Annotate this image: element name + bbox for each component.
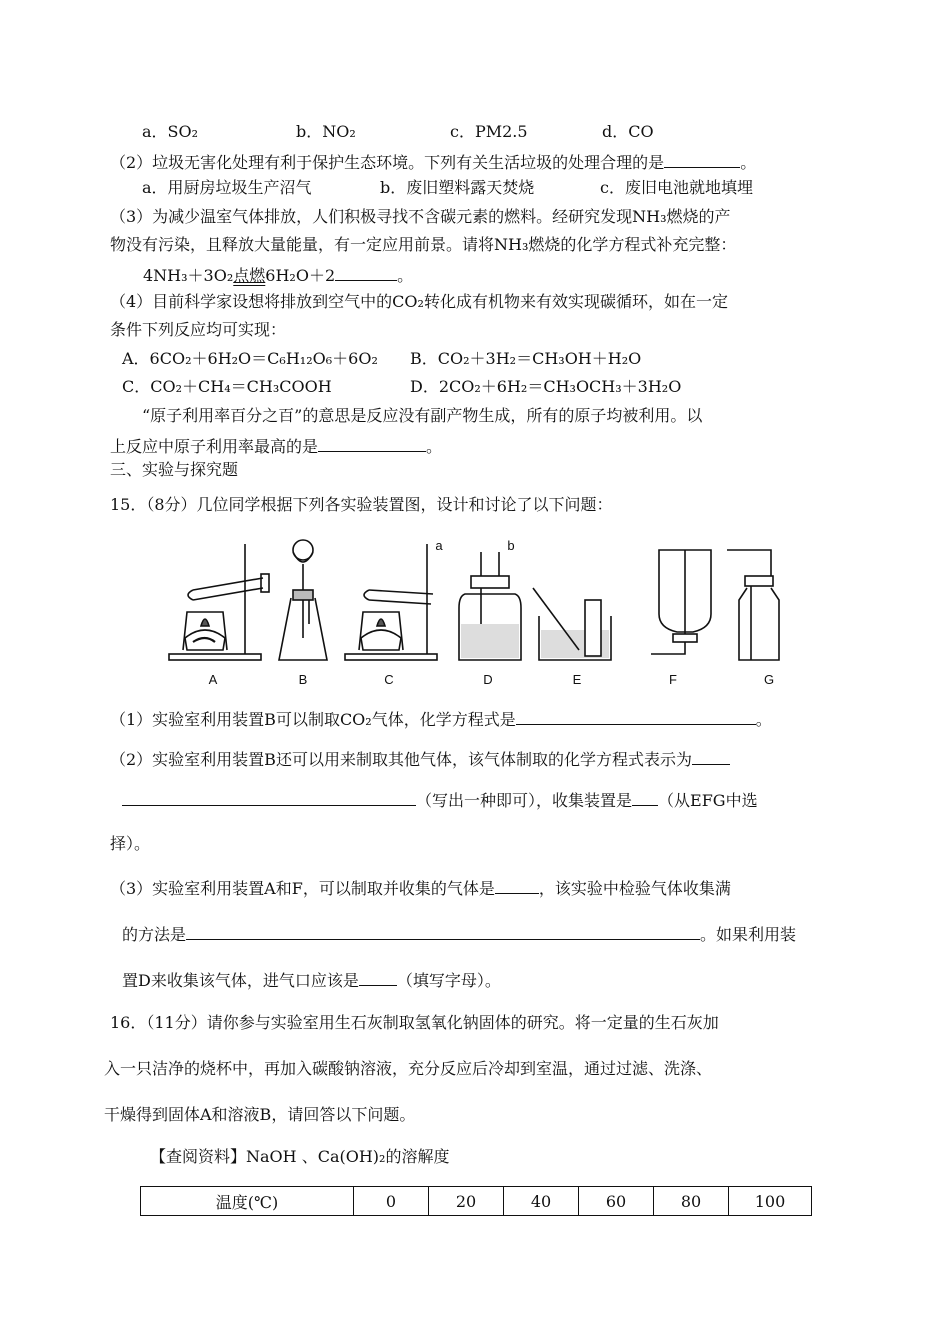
apparatus-d: [459, 552, 521, 660]
answer-blank[interactable]: [632, 787, 658, 806]
q15-sub2-line1: [110, 746, 730, 771]
q15-sub3-line3: [122, 967, 501, 992]
table-cell: 80: [654, 1187, 729, 1216]
option-b: b．NO₂: [296, 122, 356, 141]
q15-sub3-line1: [110, 875, 731, 900]
q14-part5-text: 上反应中原子利用率最高的是: [110, 437, 319, 456]
answer-blank[interactable]: [318, 433, 426, 452]
punct: 。: [755, 710, 772, 729]
nh3-equation: [143, 262, 413, 287]
q14-part2: [110, 149, 756, 174]
q16-reference: 【查阅资料】NaOH 、Ca(OH)₂的溶解度: [150, 1147, 450, 1166]
reaction-b: B．CO₂＋3H₂＝CH₃OH＋H₂O: [410, 349, 642, 368]
equation-right: 6H₂O＋2: [265, 266, 336, 285]
apparatus-a: [169, 544, 269, 660]
label-e: E: [572, 672, 582, 687]
table-cell: 60: [579, 1187, 654, 1216]
q14-part3-line2: 物没有污染，且释放大量能量，有一定应用前景。请将NH₃燃烧的化学方程式补充完整：: [110, 235, 737, 254]
table-cell: 0: [354, 1187, 429, 1216]
q15-intro: 15．（8分）几位同学根据下列各实验装置图，设计和讨论了以下问题：: [110, 495, 613, 514]
q15-sub2-line2: [122, 787, 758, 812]
option-a: a．SO₂: [142, 122, 199, 141]
table-cell: 20: [429, 1187, 504, 1216]
punct: 。: [397, 266, 414, 285]
table-cell: 40: [504, 1187, 579, 1216]
option-d: d．CO: [602, 122, 654, 141]
q14-part5-line1: “原子利用率百分之百”的意思是反应没有副产物生成，所有的原子均被利用。以: [142, 406, 703, 425]
apparatus-g: [727, 550, 779, 660]
answer-blank[interactable]: [516, 706, 756, 725]
apparatus-f: [651, 550, 711, 654]
answer-blank[interactable]: [122, 787, 416, 806]
q15-sub2-line3: 择）。: [110, 834, 151, 853]
label-b: B: [298, 672, 308, 687]
answer-blank[interactable]: [664, 149, 740, 168]
q14-option-row-1: [142, 121, 654, 143]
apparatus-c: [345, 544, 437, 660]
q15-sub2-text: （从EFG中选: [658, 791, 758, 810]
label-a: A: [208, 672, 218, 687]
punct: 。: [740, 153, 757, 172]
answer-blank[interactable]: [335, 262, 397, 281]
option-c: c．PM2.5: [450, 122, 528, 141]
reaction-c: C．CO₂＋CH₄＝CH₃COOH: [122, 377, 332, 396]
option-c: c．废旧电池就地填埋: [600, 178, 753, 197]
answer-blank[interactable]: [495, 875, 539, 894]
q15-sub3-text: 置D来收集该气体，进气口应该是: [122, 971, 359, 990]
table-row: [141, 1187, 812, 1216]
q15-sub3-text: 的方法是: [122, 925, 187, 944]
q14-part5-line2: [110, 433, 442, 458]
equation-left: 4NH₃＋3O₂: [143, 266, 234, 285]
q16-line3: 干燥得到固体A和溶液B，请回答以下问题。: [104, 1105, 416, 1124]
q15-sub2-text: （写出一种即可），收集装置是: [416, 791, 633, 810]
apparatus-figure: [165, 538, 805, 690]
answer-blank[interactable]: [186, 921, 700, 940]
table-cell: 100: [729, 1187, 812, 1216]
q16-line1: 16．（11分）请你参与实验室用生石灰制取氢氧化钠固体的研究。将一定量的生石灰加: [110, 1013, 719, 1032]
option-b: b．废旧塑料露天焚烧: [380, 178, 535, 197]
punct: 。: [426, 437, 443, 456]
q14-part4-line2: 条件下列反应均可实现：: [110, 320, 287, 339]
option-a: a．用厨房垃圾生产沼气: [142, 178, 312, 197]
q15-sub1: [110, 706, 772, 731]
port-b-label: b: [507, 538, 515, 553]
q15-sub2-text: （2）实验室利用装置B还可以用来制取其他气体，该气体制取的化学方程式表示为: [110, 750, 692, 769]
answer-blank[interactable]: [359, 967, 397, 986]
label-c: C: [384, 672, 394, 687]
q15-sub3-text: ，该实验中检验气体收集满: [538, 879, 731, 898]
reaction-a: A．6CO₂＋6H₂O＝C₆H₁₂O₆＋6O₂: [122, 349, 378, 368]
reaction-d: D．2CO₂＋6H₂＝CH₃OCH₃＋3H₂O: [410, 377, 682, 396]
q15-sub1-text: （1）实验室利用装置B可以制取CO₂气体，化学方程式是: [110, 710, 516, 729]
label-f: F: [669, 672, 677, 687]
answer-blank[interactable]: [692, 746, 730, 765]
label-g: G: [763, 672, 775, 687]
label-d: D: [483, 672, 493, 687]
table-header-cell: 温度(℃): [141, 1187, 354, 1216]
q16-line2: 入一只洁净的烧杯中，再加入碳酸钠溶液，充分反应后冷却到室温，通过过滤、洗涤、: [104, 1059, 713, 1078]
q15-sub3-line2: [122, 921, 796, 946]
apparatus-e: [533, 588, 611, 660]
q14-part2-text: （2）垃圾无害化处理有利于保护生态环境。下列有关生活垃圾的处理合理的是: [110, 153, 665, 172]
q15-sub3-text: （填写字母）。: [396, 971, 501, 990]
reaction-condition: 点燃: [233, 266, 266, 285]
q14-option-row-2: [142, 177, 753, 199]
q15-sub3-text: 。如果利用装: [700, 925, 797, 944]
q14-part4-line1: （4）目前科学家设想将排放到空气中的CO₂转化成有机物来有效实现碳循环，如在一定: [110, 292, 728, 311]
q15-sub3-text: （3）实验室利用装置A和F，可以制取并收集的气体是: [110, 879, 495, 898]
section-heading: 三、实验与探究题: [110, 460, 239, 479]
q14-part3-line1: （3）为减少温室气体排放，人们积极寻找不含碳元素的燃料。经研究发现NH₃燃烧的产: [110, 207, 731, 226]
solubility-table: [140, 1186, 812, 1216]
apparatus-b: [279, 540, 327, 660]
port-a-label: a: [435, 538, 443, 553]
